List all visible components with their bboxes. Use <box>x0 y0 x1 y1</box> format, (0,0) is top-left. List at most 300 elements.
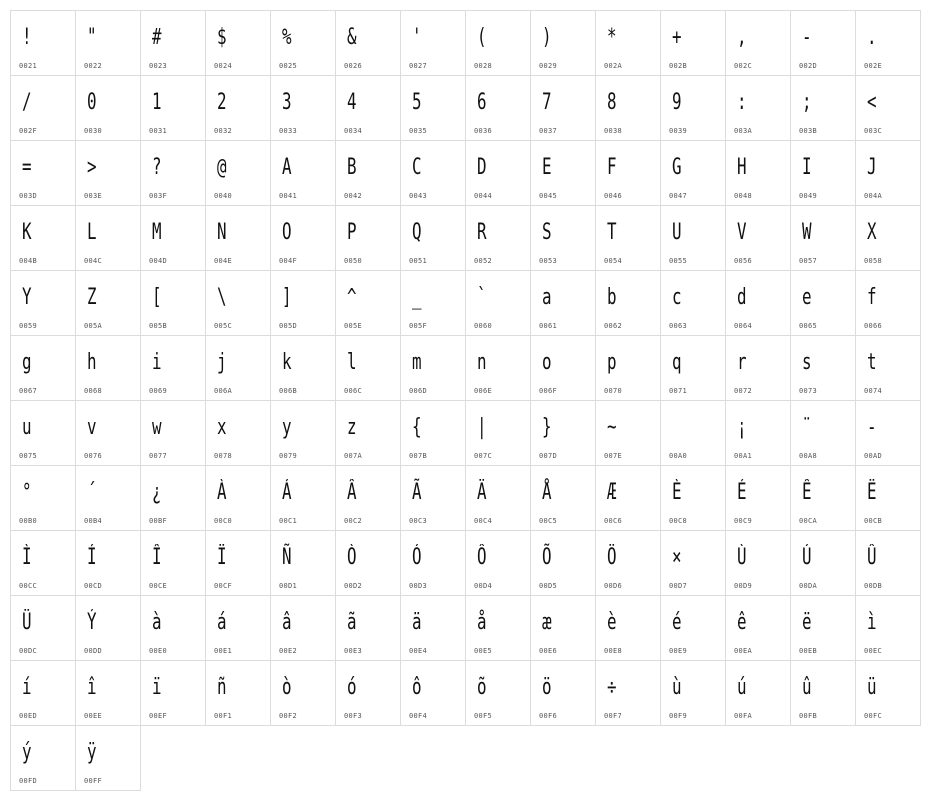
glyph-code: 00CA <box>799 517 818 525</box>
glyph-char: ] <box>282 285 292 310</box>
glyph-char: Î <box>152 545 162 570</box>
glyph-char: Ï <box>217 545 227 570</box>
glyph-cell <box>530 10 596 76</box>
glyph-cell <box>465 335 531 401</box>
glyph-char: h <box>87 350 97 375</box>
glyph-code: 003F <box>149 192 168 200</box>
glyph-char: a <box>542 285 552 310</box>
glyph-char: S <box>542 220 552 245</box>
glyph-cell <box>790 270 856 336</box>
glyph-char: m <box>412 350 422 375</box>
glyph-code: 00C3 <box>409 517 428 525</box>
glyph-char: ò <box>282 675 292 700</box>
glyph-code: 003A <box>734 127 753 135</box>
glyph-char: A <box>282 155 292 180</box>
glyph-code: 00B0 <box>19 517 38 525</box>
glyph-char: V <box>737 220 747 245</box>
glyph-cell <box>10 10 76 76</box>
glyph-cell <box>205 10 271 76</box>
glyph-cell <box>790 660 856 726</box>
glyph-cell <box>205 335 271 401</box>
glyph-char: | <box>477 415 487 440</box>
glyph-cell <box>205 530 271 596</box>
glyph-char: ä <box>412 610 422 635</box>
glyph-char: t <box>867 350 877 375</box>
glyph-char: < <box>867 90 877 115</box>
glyph-code: 006F <box>539 387 558 395</box>
glyph-cell <box>400 270 466 336</box>
glyph-char: D <box>477 155 487 180</box>
glyph-cell <box>660 530 726 596</box>
glyph-cell <box>855 595 921 661</box>
glyph-code: 003B <box>799 127 818 135</box>
glyph-char: 2 <box>217 90 227 115</box>
glyph-cell <box>725 270 791 336</box>
glyph-code: 00CB <box>864 517 883 525</box>
glyph-char: T <box>607 220 617 245</box>
glyph-char: 6 <box>477 90 487 115</box>
glyph-cell <box>790 10 856 76</box>
glyph-cell <box>660 205 726 271</box>
glyph-cell <box>400 140 466 206</box>
glyph-char: Á <box>282 480 292 505</box>
glyph-code: 0071 <box>669 387 688 395</box>
glyph-code: 004C <box>84 257 103 265</box>
glyph-code: 0057 <box>799 257 818 265</box>
glyph-char: * <box>607 25 617 50</box>
glyph-cell <box>335 205 401 271</box>
glyph-cell <box>530 660 596 726</box>
glyph-code: 0065 <box>799 322 818 330</box>
glyph-char: U <box>672 220 682 245</box>
glyph-cell <box>595 10 661 76</box>
glyph-char: K <box>22 220 32 245</box>
glyph-code: 00FD <box>19 777 38 785</box>
glyph-code: 00F7 <box>604 712 623 720</box>
glyph-char: 1 <box>152 90 162 115</box>
glyph-code: 0029 <box>539 62 558 70</box>
glyph-code: 0031 <box>149 127 168 135</box>
glyph-char: ì <box>867 610 877 635</box>
glyph-code: 00EC <box>864 647 883 655</box>
glyph-code: 006A <box>214 387 233 395</box>
glyph-char: â <box>282 610 292 635</box>
glyph-char: 7 <box>542 90 552 115</box>
glyph-code: 00C0 <box>214 517 233 525</box>
glyph-cell <box>790 530 856 596</box>
glyph-code: 0048 <box>734 192 753 200</box>
glyph-code: 0077 <box>149 452 168 460</box>
glyph-char: ` <box>477 285 487 310</box>
glyph-char: R <box>477 220 487 245</box>
glyph-cell <box>660 270 726 336</box>
glyph-code: 00FC <box>864 712 883 720</box>
glyph-code: 0064 <box>734 322 753 330</box>
glyph-char: I <box>802 155 812 180</box>
glyph-cell <box>10 205 76 271</box>
glyph-cell <box>205 75 271 141</box>
glyph-code: 004D <box>149 257 168 265</box>
glyph-code: 007A <box>344 452 363 460</box>
glyph-code: 00FB <box>799 712 818 720</box>
glyph-char: & <box>347 25 357 50</box>
glyph-cell <box>530 75 596 141</box>
glyph-code: 0042 <box>344 192 363 200</box>
glyph-code: 00F3 <box>344 712 363 720</box>
glyph-char: 3 <box>282 90 292 115</box>
glyph-char: é <box>672 610 682 635</box>
glyph-code: 006E <box>474 387 493 395</box>
glyph-code: 00D6 <box>604 582 623 590</box>
glyph-char: z <box>347 415 357 440</box>
glyph-code: 0049 <box>799 192 818 200</box>
glyph-cell <box>725 530 791 596</box>
glyph-cell <box>140 595 206 661</box>
glyph-char: æ <box>542 610 552 635</box>
glyph-cell <box>595 595 661 661</box>
glyph-cell <box>270 75 336 141</box>
glyph-char: \ <box>217 285 227 310</box>
glyph-code: 00E9 <box>669 647 688 655</box>
glyph-cell <box>270 465 336 531</box>
glyph-char: ÿ <box>87 740 97 765</box>
glyph-code: 00EB <box>799 647 818 655</box>
glyph-code: 005B <box>149 322 168 330</box>
glyph-cell <box>75 335 141 401</box>
glyph-code: 00D4 <box>474 582 493 590</box>
glyph-char: × <box>672 545 682 570</box>
glyph-code: 0050 <box>344 257 363 265</box>
glyph-cell <box>10 660 76 726</box>
glyph-cell <box>205 270 271 336</box>
glyph-cell <box>790 335 856 401</box>
glyph-code: 0052 <box>474 257 493 265</box>
glyph-code: 0070 <box>604 387 623 395</box>
glyph-char: r <box>737 350 747 375</box>
glyph-cell <box>530 140 596 206</box>
glyph-cell <box>855 75 921 141</box>
glyph-code: 003E <box>84 192 103 200</box>
glyph-cell <box>465 205 531 271</box>
glyph-char: @ <box>217 155 227 180</box>
glyph-cell <box>595 660 661 726</box>
glyph-cell <box>140 75 206 141</box>
glyph-cell <box>75 270 141 336</box>
glyph-code: 0046 <box>604 192 623 200</box>
glyph-char: b <box>607 285 617 310</box>
glyph-char: d <box>737 285 747 310</box>
glyph-char: á <box>217 610 227 635</box>
glyph-cell <box>855 400 921 466</box>
glyph-code: 00C2 <box>344 517 363 525</box>
glyph-cell <box>725 400 791 466</box>
glyph-code: 0043 <box>409 192 428 200</box>
glyph-cell <box>205 400 271 466</box>
glyph-cell <box>75 75 141 141</box>
glyph-cell <box>530 400 596 466</box>
glyph-cell <box>530 465 596 531</box>
glyph-char: ó <box>347 675 357 700</box>
glyph-code: 00A8 <box>799 452 818 460</box>
glyph-code: 00EE <box>84 712 103 720</box>
glyph-code: 0047 <box>669 192 688 200</box>
glyph-char: " <box>87 25 97 50</box>
glyph-char: í <box>22 675 32 700</box>
glyph-cell <box>790 140 856 206</box>
glyph-cell <box>855 10 921 76</box>
glyph-char: w <box>152 415 162 440</box>
glyph-cell <box>335 335 401 401</box>
glyph-char: À <box>217 480 227 505</box>
glyph-code: 00F9 <box>669 712 688 720</box>
glyph-code: 006D <box>409 387 428 395</box>
glyph-char: l <box>347 350 357 375</box>
glyph-code: 0067 <box>19 387 38 395</box>
glyph-char: % <box>282 25 292 50</box>
glyph-char: Ö <box>607 545 617 570</box>
glyph-char: Y <box>22 285 32 310</box>
glyph-code: 0041 <box>279 192 298 200</box>
glyph-char: Æ <box>607 480 617 505</box>
glyph-code: 00CC <box>19 582 38 590</box>
glyph-char: O <box>282 220 292 245</box>
glyph-char: à <box>152 610 162 635</box>
glyph-cell <box>335 660 401 726</box>
glyph-code: 004B <box>19 257 38 265</box>
glyph-char: ° <box>22 480 32 505</box>
glyph-cell <box>140 270 206 336</box>
glyph-code: 005F <box>409 322 428 330</box>
glyph-char: Û <box>867 545 877 570</box>
glyph-code: 00EA <box>734 647 753 655</box>
glyph-code: 00C8 <box>669 517 688 525</box>
glyph-char: W <box>802 220 812 245</box>
glyph-code: 0033 <box>279 127 298 135</box>
glyph-code: 0037 <box>539 127 558 135</box>
glyph-char: M <box>152 220 162 245</box>
glyph-code: 0056 <box>734 257 753 265</box>
glyph-code: 00A0 <box>669 452 688 460</box>
glyph-cell <box>725 10 791 76</box>
glyph-code: 00F1 <box>214 712 233 720</box>
glyph-code: 004A <box>864 192 883 200</box>
glyph-char: F <box>607 155 617 180</box>
glyph-code: 00F4 <box>409 712 428 720</box>
glyph-cell <box>790 205 856 271</box>
glyph-cell <box>140 10 206 76</box>
glyph-char: _ <box>412 285 422 310</box>
glyph-char: y <box>282 415 292 440</box>
glyph-code: 00DA <box>799 582 818 590</box>
glyph-cell <box>270 140 336 206</box>
glyph-cell <box>270 270 336 336</box>
glyph-code: 0068 <box>84 387 103 395</box>
glyph-code: 00EF <box>149 712 168 720</box>
glyph-char: : <box>737 90 747 115</box>
glyph-code: 0079 <box>279 452 298 460</box>
glyph-cell <box>530 205 596 271</box>
glyph-cell <box>725 660 791 726</box>
glyph-code: 0040 <box>214 192 233 200</box>
glyph-char: Q <box>412 220 422 245</box>
glyph-cell <box>335 530 401 596</box>
glyph-code: 00E3 <box>344 647 363 655</box>
glyph-char: 9 <box>672 90 682 115</box>
glyph-cell <box>140 660 206 726</box>
glyph-cell <box>855 205 921 271</box>
glyph-code: 00CE <box>149 582 168 590</box>
glyph-code: 0053 <box>539 257 558 265</box>
glyph-char: Ì <box>22 545 32 570</box>
glyph-code: 00F6 <box>539 712 558 720</box>
glyph-cell <box>205 205 271 271</box>
glyph-cell <box>400 335 466 401</box>
glyph-cell <box>790 400 856 466</box>
glyph-char: ^ <box>347 285 357 310</box>
glyph-cell <box>400 465 466 531</box>
glyph-cell <box>855 660 921 726</box>
glyph-cell <box>75 465 141 531</box>
glyph-cell <box>855 270 921 336</box>
glyph-code: 004F <box>279 257 298 265</box>
glyph-code: 0073 <box>799 387 818 395</box>
glyph-cell <box>75 660 141 726</box>
glyph-char: É <box>737 480 747 505</box>
glyph-char: ; <box>802 90 812 115</box>
glyph-cell <box>855 140 921 206</box>
glyph-char: j <box>217 350 227 375</box>
glyph-code: 00FA <box>734 712 753 720</box>
glyph-code: 0025 <box>279 62 298 70</box>
glyph-char: X <box>867 220 877 245</box>
glyph-code: 0044 <box>474 192 493 200</box>
glyph-code: 0035 <box>409 127 428 135</box>
glyph-char: Å <box>542 480 552 505</box>
glyph-cell <box>10 75 76 141</box>
glyph-char: Ä <box>477 480 487 505</box>
glyph-code: 00AD <box>864 452 883 460</box>
glyph-cell <box>660 10 726 76</box>
glyph-code: 00C6 <box>604 517 623 525</box>
glyph-code: 00D9 <box>734 582 753 590</box>
glyph-cell <box>790 465 856 531</box>
glyph-char: ( <box>477 25 487 50</box>
glyph-char: $ <box>217 25 227 50</box>
glyph-cell <box>465 465 531 531</box>
glyph-code: 002C <box>734 62 753 70</box>
glyph-char: Ù <box>737 545 747 570</box>
glyph-cell <box>335 270 401 336</box>
glyph-cell <box>855 530 921 596</box>
glyph-char: Ê <box>802 480 812 505</box>
glyph-code: 005D <box>279 322 298 330</box>
glyph-code: 00A1 <box>734 452 753 460</box>
glyph-code: 00DC <box>19 647 38 655</box>
glyph-code: 00C1 <box>279 517 298 525</box>
glyph-cell <box>270 530 336 596</box>
glyph-cell <box>270 660 336 726</box>
glyph-char: # <box>152 25 162 50</box>
glyph-char: + <box>672 25 682 50</box>
glyph-code: 0075 <box>19 452 38 460</box>
glyph-code: 00CF <box>214 582 233 590</box>
glyph-cell <box>140 140 206 206</box>
glyph-code: 0054 <box>604 257 623 265</box>
glyph-char: 5 <box>412 90 422 115</box>
glyph-code: 0055 <box>669 257 688 265</box>
glyph-cell <box>140 400 206 466</box>
glyph-cell <box>660 465 726 531</box>
glyph-code: 0045 <box>539 192 558 200</box>
glyph-code: 0034 <box>344 127 363 135</box>
glyph-code: 0038 <box>604 127 623 135</box>
glyph-cell <box>10 270 76 336</box>
glyph-cell <box>75 10 141 76</box>
glyph-cell <box>790 75 856 141</box>
glyph-cell <box>465 10 531 76</box>
glyph-cell <box>660 335 726 401</box>
glyph-char: } <box>542 415 552 440</box>
glyph-code: 00CD <box>84 582 103 590</box>
glyph-char: . <box>867 25 877 50</box>
glyph-code: 00DB <box>864 582 883 590</box>
glyph-cell <box>10 595 76 661</box>
glyph-cell <box>140 465 206 531</box>
glyph-code: 004E <box>214 257 233 265</box>
glyph-code: 0063 <box>669 322 688 330</box>
glyph-char: Z <box>87 285 97 310</box>
glyph-char: C <box>412 155 422 180</box>
glyph-char: Í <box>87 545 97 570</box>
glyph-char: E <box>542 155 552 180</box>
glyph-cell <box>465 270 531 336</box>
glyph-code: 005E <box>344 322 363 330</box>
glyph-code: 002F <box>19 127 38 135</box>
glyph-code: 003D <box>19 192 38 200</box>
glyph-cell <box>465 595 531 661</box>
glyph-cell <box>595 530 661 596</box>
glyph-char: c <box>672 285 682 310</box>
glyph-code: 00F2 <box>279 712 298 720</box>
glyph-cell <box>530 530 596 596</box>
glyph-code: 00E6 <box>539 647 558 655</box>
glyph-cell <box>335 140 401 206</box>
glyph-cell <box>595 465 661 531</box>
glyph-char: = <box>22 155 32 180</box>
glyph-char: ý <box>22 740 32 765</box>
glyph-cell <box>270 400 336 466</box>
glyph-char: Ñ <box>282 545 292 570</box>
glyph-cell <box>725 465 791 531</box>
glyph-cell <box>270 10 336 76</box>
glyph-code: 005A <box>84 322 103 330</box>
glyph-code: 0039 <box>669 127 688 135</box>
glyph-char: Ý <box>87 610 97 635</box>
glyph-cell <box>335 10 401 76</box>
glyph-code: 0024 <box>214 62 233 70</box>
glyph-char: N <box>217 220 227 245</box>
glyph-char: g <box>22 350 32 375</box>
glyph-cell <box>465 400 531 466</box>
glyph-char: î <box>87 675 97 700</box>
glyph-code: 0061 <box>539 322 558 330</box>
glyph-cell <box>205 140 271 206</box>
glyph-char: ã <box>347 610 357 635</box>
glyph-char: ' <box>412 25 422 50</box>
glyph-char: { <box>412 415 422 440</box>
glyph-code: 00C4 <box>474 517 493 525</box>
glyph-code: 0062 <box>604 322 623 330</box>
